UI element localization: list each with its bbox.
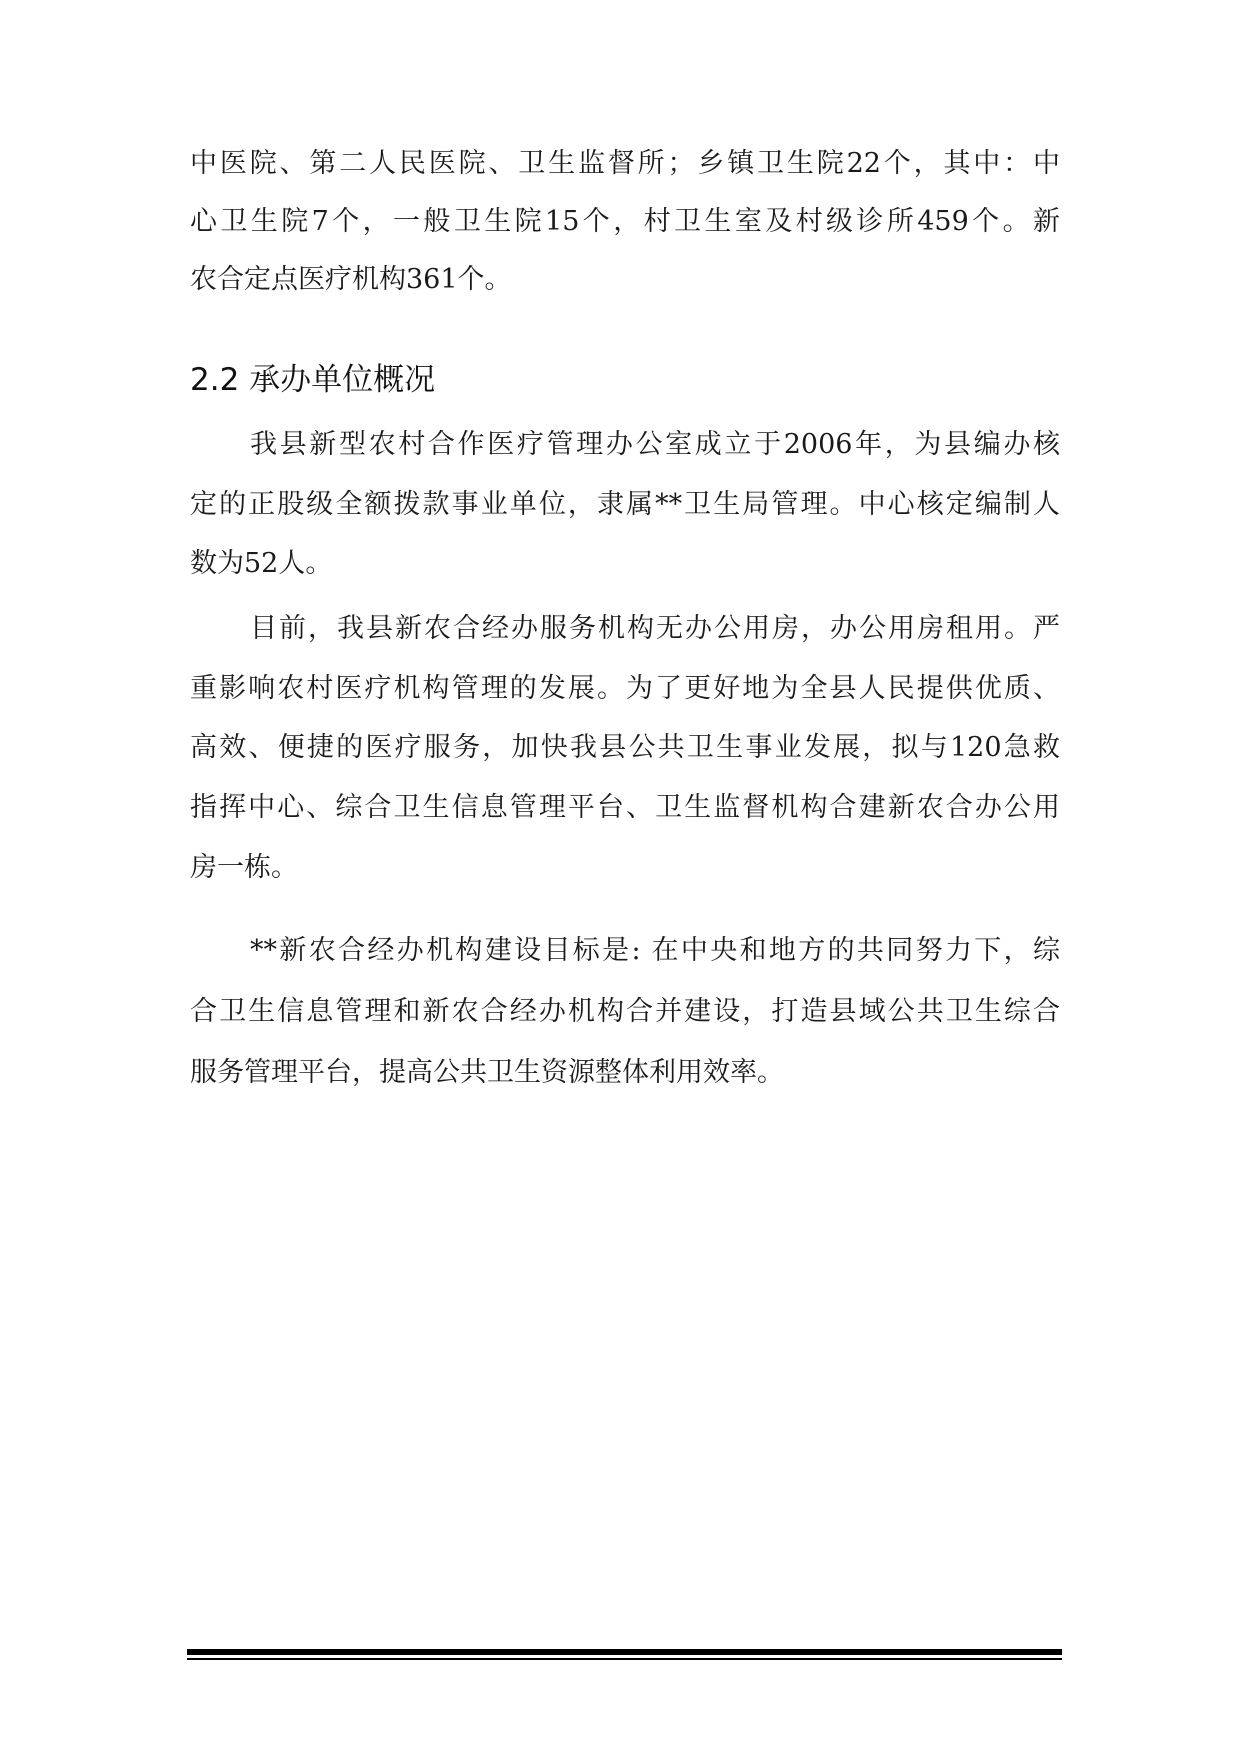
footer-divider-thick <box>187 1649 1062 1655</box>
footer-divider <box>187 1649 1062 1663</box>
paragraph-4-line-2: 合卫生信息管理和新农合经办机构合并建设，打造县域公共卫生综合 <box>190 996 1060 1027</box>
paragraph-4-line-3: 服务管理平台，提高公共卫生资源整体利用效率。 <box>190 1057 784 1088</box>
paragraph-3-line-3: 高效、便捷的医疗服务，加快我县公共卫生事业发展，拟与120急救 <box>190 732 1060 763</box>
paragraph-2-line-2: 定的正股级全额拨款事业单位，隶属**卫生局管理。中心核定编制人 <box>190 489 1060 520</box>
paragraph-2-line-3: 数为52人。 <box>190 548 333 579</box>
paragraph-3-line-2: 重影响农村医疗机构管理的发展。为了更好地为全县人民提供优质、 <box>190 673 1060 704</box>
paragraph-3-line-4: 指挥中心、综合卫生信息管理平台、卫生监督机构合建新农合办公用 <box>190 792 1060 823</box>
paragraph-3-line-5: 房一栋。 <box>190 852 298 883</box>
paragraph-1-line-3: 农合定点医疗机构361个。 <box>190 264 512 295</box>
paragraph-4-line-1: **新农合经办机构建设目标是: 在中央和地方的共同努力下，综 <box>250 935 1060 966</box>
paragraph-3-line-1: 目前，我县新农合经办服务机构无办公用房，办公用房租用。严 <box>250 613 1060 644</box>
paragraph-2-line-1: 我县新型农村合作医疗管理办公室成立于2006年，为县编办核 <box>250 429 1060 460</box>
footer-divider-thin <box>187 1658 1062 1660</box>
paragraph-1-line-1: 中医院、第二人民医院、卫生监督所；乡镇卫生院22个，其中：中 <box>190 148 1060 179</box>
section-heading: 2.2 承办单位概况 <box>190 362 436 398</box>
paragraph-1-line-2: 心卫生院7个，一般卫生院15个，村卫生室及村级诊所459个。新 <box>190 206 1060 237</box>
